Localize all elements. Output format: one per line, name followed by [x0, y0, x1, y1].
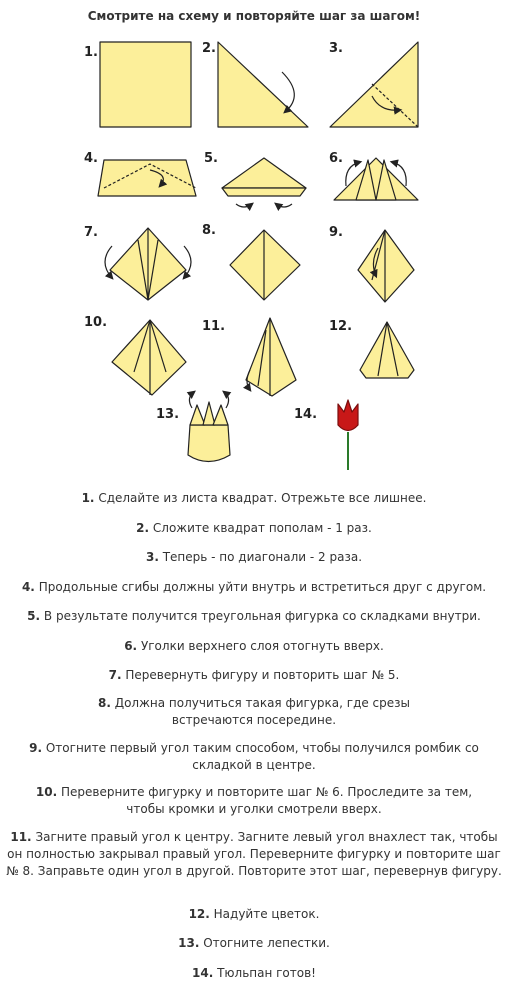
instruction-9: 9. Отогните первый угол таким способом, чтобы получился ромбик со складкой в центре. — [29, 741, 479, 772]
instruction-10: 10. Переверните фигурку и повторите шаг № 6. Проследите за тем, чтобы кромки и уголки смотрели вверх. — [35, 785, 473, 816]
step-11-shape — [246, 318, 296, 396]
diagram-label-11: 11. — [202, 319, 226, 334]
origami-diagram — [0, 30, 508, 470]
instruction-7: 7. Перевернуть фигуру и повторить шаг № 5. — [108, 668, 400, 682]
diagram-label-4: 4. — [84, 151, 98, 166]
diagram-label-3: 3. — [329, 41, 343, 56]
diagram-label-5: 5. — [204, 151, 218, 166]
instruction-5: 5. В результате получится треугольная фигурка со складками внутри. — [27, 609, 481, 623]
instruction-11: 11. Загните правый угол к центру. Загните левый угол внахлест так, чтобы он полностью закрывал правый угол. Переверните фигурку и повторите шаг № 8. Заправьте один угол в другой. Повторите этот шаг, перевернув фигуру. — [6, 830, 502, 878]
diagram-label-2: 2. — [202, 41, 216, 56]
step-13-shape — [188, 392, 230, 462]
diagram-label-1: 1. — [84, 45, 98, 60]
step-7-fold — [105, 228, 191, 300]
instruction-13: 13. Отогните лепестки. — [178, 936, 330, 950]
diagram-label-10: 10. — [84, 315, 108, 330]
instruction-12: 12. Надуйте цветок. — [188, 907, 320, 921]
instruction-6: 6. Уголки верхнего слоя отогнуть вверх. — [124, 639, 384, 653]
instruction-14: 14. Тюльпан готов! — [192, 966, 316, 980]
step-6-fold — [334, 158, 418, 200]
diagram-label-6: 6. — [329, 151, 343, 166]
step-5-fold — [222, 158, 306, 207]
diagram-label-13: 13. — [156, 407, 180, 422]
step-8-shape — [230, 230, 300, 300]
instruction-2: 2. Сложите квадрат пополам - 1 раз. — [136, 521, 372, 535]
diagram-label-14: 14. — [294, 407, 318, 422]
instruction-3: 3. Теперь - по диагонали - 2 раза. — [145, 550, 363, 564]
step-12-shape — [360, 322, 414, 378]
page-title: Смотрите на схему и повторяйте шаг за шагом! — [87, 9, 421, 23]
step-4-fold — [98, 160, 196, 196]
instruction-8: 8. Должна получиться такая фигурка, где срезы встречаются посередине. — [97, 696, 411, 727]
diagram-label-7: 7. — [84, 225, 98, 240]
instruction-1: 1. Сделайте из листа квадрат. Отрежьте все лишнее. — [81, 491, 427, 505]
step-3-fold — [330, 42, 418, 127]
diagram-label-12: 12. — [329, 319, 353, 334]
step-10-shape — [112, 320, 186, 395]
diagram-label-8: 8. — [202, 223, 216, 238]
step-14-tulip — [338, 400, 358, 470]
step-9-fold — [358, 230, 414, 302]
instruction-4: 4. Продольные сгибы должны уйти внутрь и встретиться друг с другом. — [21, 580, 487, 594]
step-1-square — [100, 42, 191, 127]
step-2-fold — [218, 42, 308, 127]
diagram-label-9: 9. — [329, 225, 343, 240]
